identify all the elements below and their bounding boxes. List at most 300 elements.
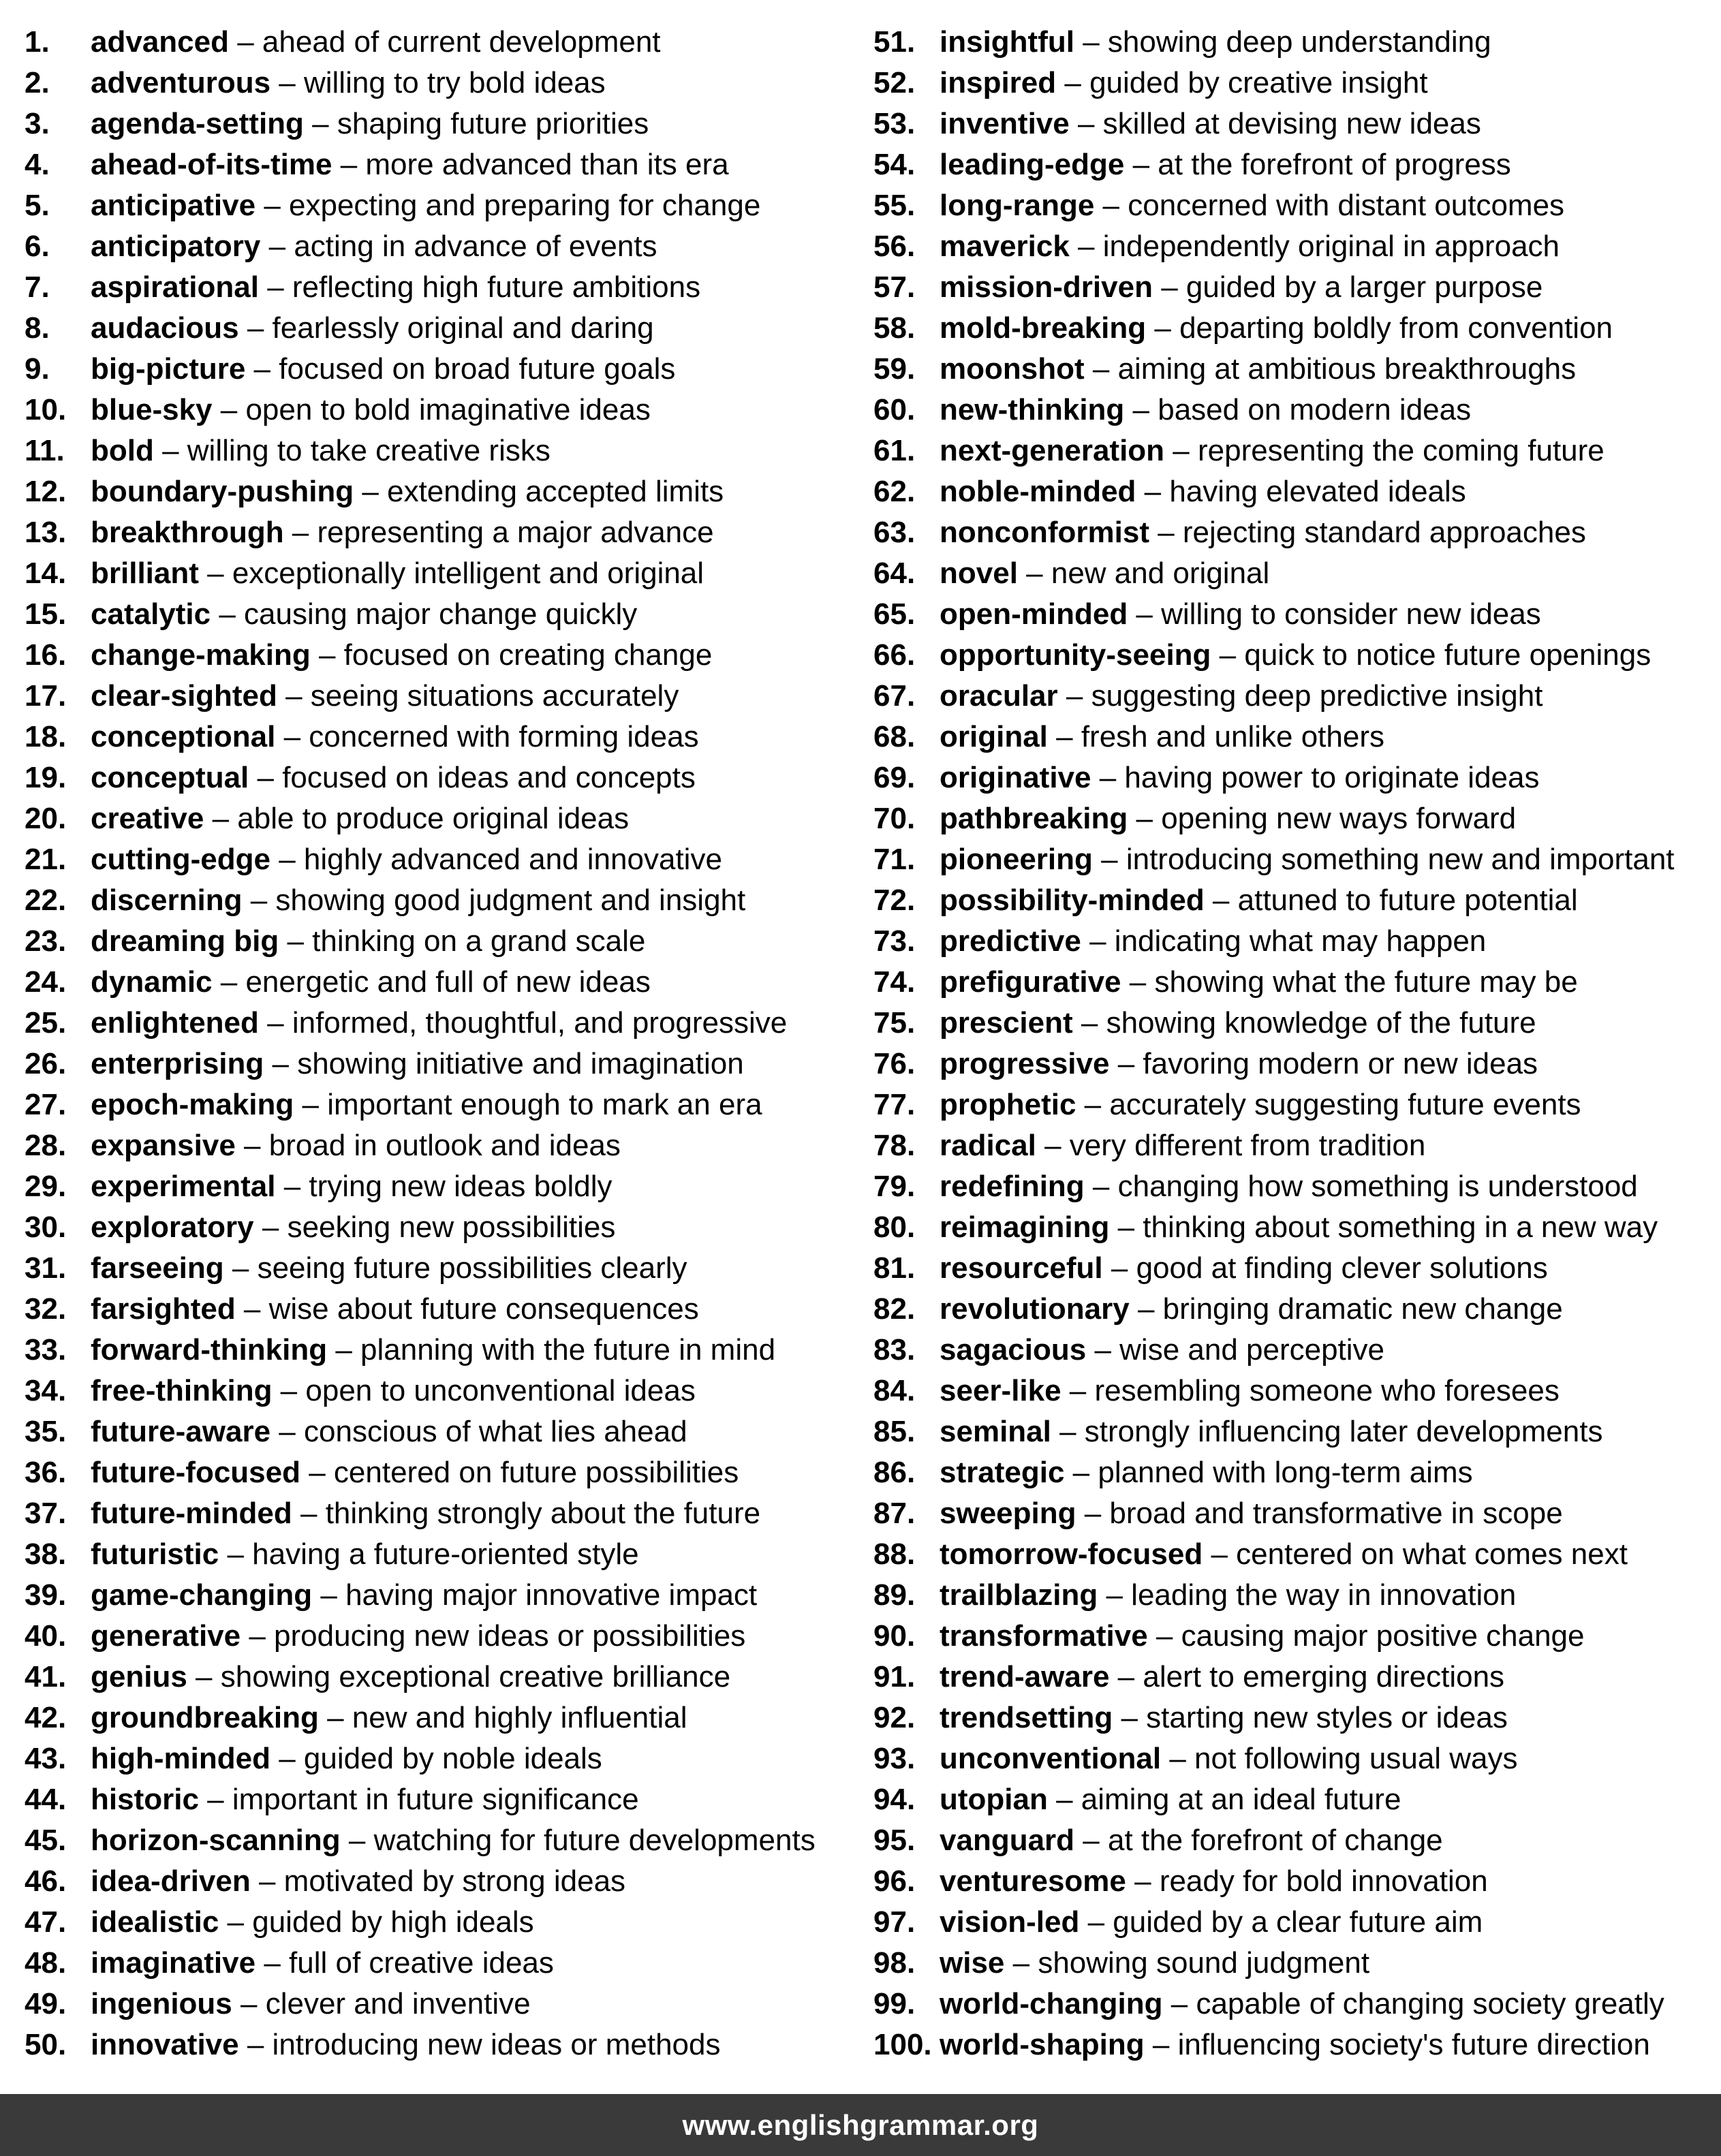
entry-number: 9.	[25, 352, 50, 386]
entry-number: 62.	[873, 475, 916, 508]
entry-number: 31.	[25, 1251, 67, 1285]
entry-term: mission-driven	[940, 270, 1153, 304]
entry-definition: new and original	[1051, 557, 1270, 590]
entry-definition: concerned with distant outcomes	[1128, 189, 1565, 222]
word-entry	[873, 470, 1718, 511]
entry-separator: –	[250, 1864, 284, 1898]
entry-number: 99.	[873, 1987, 916, 2020]
word-entry	[25, 1165, 863, 1206]
entry-term: cutting-edge	[91, 843, 270, 876]
entry-number: 91.	[873, 1660, 916, 1693]
entry-number: 22.	[25, 884, 67, 917]
word-entry	[873, 347, 1718, 388]
entry-separator: –	[1109, 1660, 1143, 1693]
word-entry	[25, 1492, 863, 1533]
word-entry	[873, 1533, 1718, 1574]
entry-number: 77.	[873, 1088, 916, 1121]
entry-definition: conscious of what lies ahead	[304, 1415, 687, 1448]
entry-separator: –	[1149, 516, 1183, 549]
entry-term: game-changing	[91, 1578, 313, 1612]
word-entry	[25, 593, 863, 634]
entry-number: 92.	[873, 1701, 916, 1734]
entry-definition: watching for future developments	[373, 1824, 816, 1857]
word-entry	[873, 593, 1718, 634]
word-entry	[25, 552, 863, 593]
entry-separator: –	[270, 1415, 304, 1448]
entry-definition: expecting and preparing for change	[289, 189, 761, 222]
entry-definition: guided by a larger purpose	[1185, 270, 1543, 304]
entry-separator: –	[204, 802, 238, 835]
entry-number: 44.	[25, 1783, 67, 1816]
entry-number: 86.	[873, 1456, 916, 1489]
word-entry	[25, 797, 863, 838]
entry-separator: –	[1057, 679, 1091, 713]
entry-number: 21.	[25, 843, 67, 876]
word-entry	[873, 1941, 1718, 1982]
entry-number: 34.	[25, 1374, 67, 1407]
entry-definition: focused on creating change	[343, 638, 713, 672]
word-entry	[25, 1819, 863, 1860]
word-entry	[25, 429, 863, 470]
entry-definition: open to bold imaginative ideas	[245, 393, 651, 426]
entry-separator: –	[255, 1946, 290, 1980]
word-entry	[25, 1941, 863, 1982]
entry-definition: favoring modern or new ideas	[1143, 1047, 1538, 1080]
entry-number: 32.	[25, 1292, 67, 1326]
entry-separator: –	[294, 1088, 328, 1121]
word-entry	[873, 1124, 1718, 1165]
entry-separator: –	[219, 1905, 253, 1939]
word-entry	[25, 20, 863, 61]
entry-separator: –	[1204, 884, 1238, 917]
word-entry	[25, 1696, 863, 1737]
word-entry	[25, 920, 863, 960]
entry-definition: centered on future possibilities	[333, 1456, 739, 1489]
word-entry	[873, 674, 1718, 715]
entry-definition: having power to originate ideas	[1124, 761, 1540, 794]
word-entry	[25, 715, 863, 756]
entry-definition: representing a major advance	[317, 516, 714, 549]
entry-term: predictive	[940, 924, 1081, 958]
entry-number: 28.	[25, 1129, 67, 1162]
entry-separator: –	[1147, 1619, 1181, 1653]
entry-term: ingenious	[91, 1987, 232, 2020]
entry-term: mold-breaking	[940, 311, 1147, 345]
entry-number: 41.	[25, 1660, 67, 1693]
entry-number: 84.	[873, 1374, 916, 1407]
entry-term: opportunity-seeing	[940, 638, 1211, 672]
entry-number: 24.	[25, 965, 67, 999]
entry-number: 5.	[25, 189, 50, 222]
entry-definition: concerned with forming ideas	[309, 720, 699, 753]
entry-term: bold	[91, 434, 154, 467]
entry-separator: –	[245, 352, 279, 386]
footer-website-url[interactable]: www.englishgrammar.org	[682, 2108, 1039, 2141]
entry-separator: –	[1072, 1006, 1106, 1040]
entry-number: 76.	[873, 1047, 916, 1080]
entry-term: conceptional	[91, 720, 276, 753]
word-entry	[873, 756, 1718, 797]
word-entry	[25, 1124, 863, 1165]
entry-number: 55.	[873, 189, 916, 222]
entry-definition: fresh and unlike others	[1081, 720, 1384, 753]
entry-number: 69.	[873, 761, 916, 794]
entry-definition: planned with long-term aims	[1098, 1456, 1473, 1489]
entry-term: noble-minded	[940, 475, 1136, 508]
entry-separator: –	[212, 965, 246, 999]
entry-separator: –	[1162, 1987, 1196, 2020]
entry-number: 43.	[25, 1742, 67, 1775]
entry-number: 7.	[25, 270, 50, 304]
entry-separator: –	[1084, 1170, 1118, 1203]
entry-number: 57.	[873, 270, 916, 304]
word-entry	[25, 674, 863, 715]
entry-definition: causing major positive change	[1181, 1619, 1585, 1653]
entry-definition: at the forefront of progress	[1158, 148, 1511, 181]
entry-definition: skilled at devising new ideas	[1102, 107, 1481, 140]
entry-term: oracular	[940, 679, 1058, 713]
entry-separator: –	[1146, 311, 1180, 345]
word-entry	[873, 715, 1718, 756]
entry-term: inventive	[940, 107, 1070, 140]
entry-number: 87.	[873, 1497, 916, 1530]
entry-definition: highly advanced and innovative	[303, 843, 722, 876]
entry-separator: –	[1074, 1824, 1108, 1857]
word-entry	[873, 143, 1718, 184]
word-entry	[873, 1451, 1718, 1492]
entry-definition: causing major change quickly	[244, 597, 638, 631]
entry-definition: leading the way in innovation	[1131, 1578, 1517, 1612]
entry-separator: –	[264, 1047, 298, 1080]
entry-term: future-minded	[91, 1497, 292, 1530]
entry-definition: thinking about something in a new way	[1143, 1210, 1658, 1244]
entry-separator: –	[1069, 107, 1103, 140]
entry-term: forward-thinking	[91, 1333, 328, 1366]
word-entry	[873, 879, 1718, 920]
word-entry	[25, 1655, 863, 1696]
footer-bar	[0, 2094, 1721, 2156]
entry-number: 68.	[873, 720, 916, 753]
entry-number: 60.	[873, 393, 916, 426]
word-entry	[873, 61, 1718, 102]
word-entry	[25, 1206, 863, 1247]
entry-definition: guided by creative insight	[1089, 66, 1428, 99]
entry-term: prophetic	[940, 1088, 1076, 1121]
entry-number: 33.	[25, 1333, 67, 1366]
entry-term: maverick	[940, 230, 1070, 263]
entry-number: 98.	[873, 1946, 916, 1980]
entry-term: new-thinking	[940, 393, 1125, 426]
entry-number: 38.	[25, 1537, 67, 1571]
entry-separator: –	[1064, 1456, 1098, 1489]
word-entry	[25, 266, 863, 307]
entry-number: 52.	[873, 66, 916, 99]
word-entry	[873, 1206, 1718, 1247]
entry-separator: –	[1017, 557, 1051, 590]
entry-separator: –	[260, 230, 294, 263]
word-entry	[873, 1737, 1718, 1778]
entry-definition: not following usual ways	[1194, 1742, 1518, 1775]
word-entry	[25, 307, 863, 347]
entry-number: 65.	[873, 597, 916, 631]
entry-number: 83.	[873, 1333, 916, 1366]
entry-term: generative	[91, 1619, 241, 1653]
word-entry	[873, 429, 1718, 470]
entry-separator: –	[303, 107, 337, 140]
entry-separator: –	[1144, 2028, 1178, 2061]
word-entry	[873, 1165, 1718, 1206]
entry-separator: –	[1128, 597, 1162, 631]
entry-definition: full of creative ideas	[289, 1946, 554, 1980]
entry-separator: –	[235, 1292, 269, 1326]
entry-term: vanguard	[940, 1824, 1075, 1857]
word-entry	[873, 634, 1718, 674]
entry-number: 26.	[25, 1047, 67, 1080]
entry-term: trailblazing	[940, 1578, 1098, 1612]
entry-definition: starting new styles or ideas	[1146, 1701, 1508, 1734]
entry-separator: –	[253, 1210, 288, 1244]
entry-number: 14.	[25, 557, 67, 590]
entry-number: 49.	[25, 1987, 67, 2020]
entry-number: 3.	[25, 107, 50, 140]
entry-separator: –	[1124, 148, 1158, 181]
entry-term: advanced	[91, 25, 229, 59]
word-entry	[25, 1287, 863, 1328]
word-entry	[25, 1614, 863, 1655]
word-entry	[873, 102, 1718, 143]
entry-term: transformative	[940, 1619, 1148, 1653]
entry-separator: –	[238, 2028, 273, 2061]
word-entry	[25, 470, 863, 511]
word-entry	[25, 838, 863, 879]
entry-term: free-thinking	[91, 1374, 273, 1407]
word-entry	[25, 1574, 863, 1614]
entry-number: 2.	[25, 66, 50, 99]
entry-definition: trying new ideas boldly	[309, 1170, 613, 1203]
entry-term: expansive	[91, 1129, 236, 1162]
entry-definition: at the forefront of change	[1107, 1824, 1443, 1857]
entry-definition: alert to emerging directions	[1143, 1660, 1505, 1693]
entry-term: possibility-minded	[940, 884, 1205, 917]
entry-separator: –	[153, 434, 187, 467]
entry-definition: rejecting standard approaches	[1182, 516, 1586, 549]
entry-term: boundary-pushing	[91, 475, 354, 508]
entry-definition: motivated by strong ideas	[283, 1864, 626, 1898]
entry-number: 73.	[873, 924, 916, 958]
entry-number: 36.	[25, 1456, 67, 1489]
entry-separator: –	[242, 884, 276, 917]
entry-definition: aiming at an ideal future	[1081, 1783, 1401, 1816]
entry-number: 16.	[25, 638, 67, 672]
entry-number: 17.	[25, 679, 67, 713]
entry-term: seminal	[940, 1415, 1051, 1448]
entry-separator: –	[232, 1987, 266, 2020]
entry-number: 82.	[873, 1292, 916, 1326]
word-entry	[873, 1982, 1718, 2023]
entry-definition: accurately suggesting future events	[1109, 1088, 1581, 1121]
entry-number: 23.	[25, 924, 67, 958]
entry-term: dreaming big	[91, 924, 279, 958]
entry-number: 93.	[873, 1742, 916, 1775]
entry-separator: –	[219, 1537, 253, 1571]
entry-term: wise	[940, 1946, 1005, 1980]
entry-separator: –	[249, 761, 283, 794]
entry-separator: –	[270, 843, 304, 876]
word-entry	[873, 225, 1718, 266]
entry-term: ahead-of-its-time	[91, 148, 332, 181]
entry-term: moonshot	[940, 352, 1085, 386]
entry-term: horizon-scanning	[91, 1824, 341, 1857]
entry-term: long-range	[940, 189, 1095, 222]
entry-definition: extending accepted limits	[387, 475, 724, 508]
word-entry	[873, 1492, 1718, 1533]
entry-separator: –	[1102, 1251, 1136, 1285]
entry-definition: new and highly influential	[352, 1701, 687, 1734]
word-entry	[25, 102, 863, 143]
entry-term: reimagining	[940, 1210, 1110, 1244]
entry-separator: –	[187, 1660, 221, 1693]
entry-separator: –	[1074, 25, 1108, 59]
entry-number: 100.	[873, 2028, 932, 2061]
entry-definition: showing what the future may be	[1154, 965, 1578, 999]
word-entry	[25, 388, 863, 429]
entry-term: adventurous	[91, 66, 271, 99]
entry-term: prefigurative	[940, 965, 1121, 999]
word-entry	[873, 1655, 1718, 1696]
entry-term: trendsetting	[940, 1701, 1113, 1734]
entry-definition: seeing situations accurately	[310, 679, 679, 713]
entry-definition: departing boldly from convention	[1179, 311, 1613, 345]
entry-definition: indicating what may happen	[1114, 924, 1487, 958]
entry-term: original	[940, 720, 1048, 753]
entry-separator: –	[238, 311, 273, 345]
entry-number: 59.	[873, 352, 916, 386]
word-entry	[873, 1328, 1718, 1369]
entry-number: 18.	[25, 720, 67, 753]
entry-definition: guided by noble ideals	[303, 1742, 602, 1775]
word-entry	[873, 838, 1718, 879]
entry-term: resourceful	[940, 1251, 1103, 1285]
entry-definition: having elevated ideals	[1169, 475, 1466, 508]
entry-term: creative	[91, 802, 204, 835]
word-entry	[25, 1778, 863, 1819]
entry-term: historic	[91, 1783, 199, 1816]
entry-number: 46.	[25, 1864, 67, 1898]
entry-definition: showing exceptional creative brilliance	[220, 1660, 731, 1693]
entry-term: trend-aware	[940, 1660, 1110, 1693]
entry-definition: wise and perceptive	[1119, 1333, 1385, 1366]
entry-separator: –	[198, 1783, 232, 1816]
entry-term: anticipative	[91, 189, 256, 222]
entry-term: vision-led	[940, 1905, 1080, 1939]
entry-separator: –	[1129, 1292, 1163, 1326]
entry-separator: –	[235, 1129, 269, 1162]
entry-number: 48.	[25, 1946, 67, 1980]
word-entry	[873, 1042, 1718, 1083]
entry-number: 61.	[873, 434, 916, 467]
entry-definition: influencing society's future direction	[1177, 2028, 1650, 2061]
entry-separator: –	[223, 1251, 258, 1285]
entry-definition: centered on what comes next	[1236, 1537, 1628, 1571]
word-entry	[873, 1287, 1718, 1328]
entry-separator: –	[272, 1374, 306, 1407]
entry-number: 95.	[873, 1824, 916, 1857]
entry-definition: changing how something is understood	[1117, 1170, 1638, 1203]
entry-definition: showing knowledge of the future	[1106, 1006, 1536, 1040]
entry-definition: independently original in approach	[1102, 230, 1560, 263]
entry-term: innovative	[91, 2028, 239, 2061]
entry-term: revolutionary	[940, 1292, 1130, 1326]
word-entry	[873, 920, 1718, 960]
entry-number: 74.	[873, 965, 916, 999]
entry-term: pioneering	[940, 843, 1093, 876]
entry-definition: showing deep understanding	[1107, 25, 1491, 59]
entry-definition: reflecting high future ambitions	[292, 270, 701, 304]
entry-number: 66.	[873, 638, 916, 672]
entry-separator: –	[1004, 1946, 1038, 1980]
word-entry	[873, 266, 1718, 307]
entry-definition: energetic and full of new ideas	[245, 965, 651, 999]
entry-definition: thinking on a grand scale	[312, 924, 646, 958]
word-entry	[873, 1410, 1718, 1451]
word-entry	[873, 307, 1718, 347]
entry-term: world-shaping	[940, 2028, 1145, 2061]
entry-definition: planning with the future in mind	[360, 1333, 776, 1366]
entry-definition: focused on ideas and concepts	[282, 761, 696, 794]
entry-definition: producing new ideas or possibilities	[274, 1619, 746, 1653]
entry-term: venturesome	[940, 1864, 1126, 1898]
word-entry	[873, 552, 1718, 593]
entry-separator: –	[1109, 1210, 1143, 1244]
entry-separator: –	[1084, 352, 1118, 386]
entry-term: progressive	[940, 1047, 1110, 1080]
entry-term: conceptual	[91, 761, 249, 794]
entry-number: 58.	[873, 311, 916, 345]
entry-definition: willing to consider new ideas	[1161, 597, 1541, 631]
entry-term: audacious	[91, 311, 239, 345]
entry-number: 45.	[25, 1824, 67, 1857]
entry-number: 80.	[873, 1210, 916, 1244]
entry-number: 35.	[25, 1415, 67, 1448]
entry-definition: introducing something new and important	[1126, 843, 1675, 876]
word-entry	[873, 388, 1718, 429]
entry-number: 6.	[25, 230, 50, 263]
word-entry	[873, 2023, 1718, 2064]
entry-term: sweeping	[940, 1497, 1076, 1530]
entry-number: 51.	[873, 25, 916, 59]
entry-term: clear-sighted	[91, 679, 277, 713]
word-entry	[25, 1001, 863, 1042]
entry-separator: –	[318, 1701, 352, 1734]
entry-number: 88.	[873, 1537, 916, 1571]
entry-definition: shaping future priorities	[337, 107, 649, 140]
entry-separator: –	[258, 1006, 292, 1040]
word-entry	[25, 1901, 863, 1941]
entry-separator: –	[211, 597, 245, 631]
entry-definition: seeing future possibilities clearly	[257, 1251, 687, 1285]
entry-definition: willing to take creative risks	[187, 434, 551, 467]
word-list-left-column	[25, 20, 863, 2064]
word-entry	[25, 960, 863, 1001]
entry-separator: –	[198, 557, 232, 590]
entry-separator: –	[277, 679, 311, 713]
entry-term: groundbreaking	[91, 1701, 319, 1734]
entry-term: agenda-setting	[91, 107, 304, 140]
entry-number: 13.	[25, 516, 67, 549]
word-entry	[873, 1083, 1718, 1124]
entry-definition: opening new ways forward	[1161, 802, 1517, 835]
entry-separator: –	[1079, 1905, 1113, 1939]
